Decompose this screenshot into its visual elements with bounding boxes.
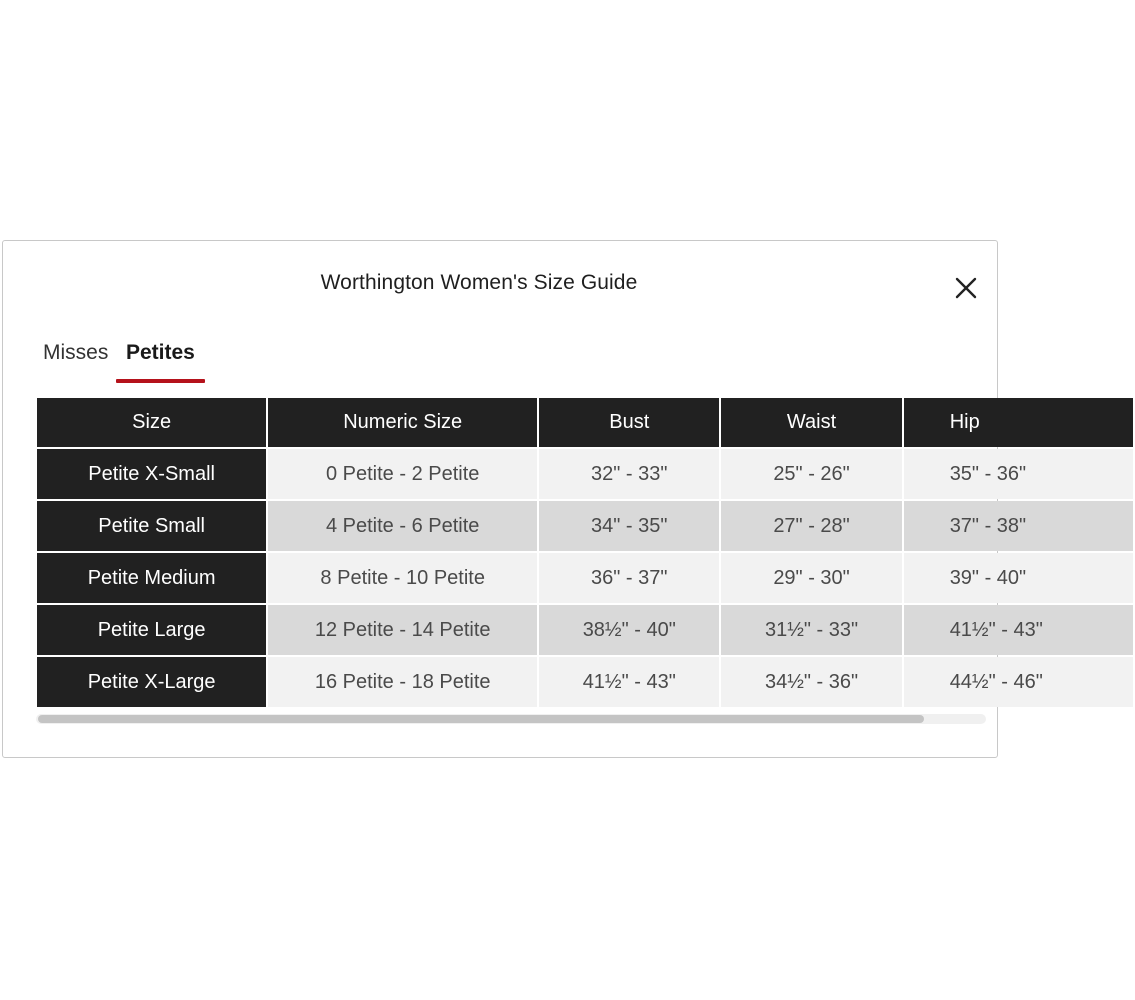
hip-cell: 41½" - 43" <box>904 605 1133 655</box>
table-row <box>37 657 1133 707</box>
hip-cell: 35" - 36" <box>904 449 1133 499</box>
bust-cell: 38½" - 40" <box>539 605 719 655</box>
header-numeric-size: Numeric Size <box>268 398 537 447</box>
table-row <box>37 605 1133 655</box>
bust-cell: 32" - 33" <box>539 449 719 499</box>
scrollbar-thumb[interactable] <box>38 715 924 723</box>
waist-cell: 27" - 28" <box>721 501 901 551</box>
close-icon <box>951 273 981 303</box>
hip-cell: 37" - 38" <box>904 501 1133 551</box>
size-table-container <box>35 396 1043 708</box>
size-cell: Petite X-Small <box>37 449 266 499</box>
tab-petites[interactable]: Petites <box>126 341 195 364</box>
bust-cell: 34" - 35" <box>539 501 719 551</box>
bust-cell: 36" - 37" <box>539 553 719 603</box>
horizontal-scrollbar[interactable] <box>36 714 986 724</box>
size-cell: Petite X-Large <box>37 657 266 707</box>
header-size: Size <box>37 398 266 447</box>
size-cell: Petite Large <box>37 605 266 655</box>
size-table <box>35 396 1135 709</box>
waist-cell: 34½" - 36" <box>721 657 901 707</box>
header-hip: Hip <box>904 398 1133 447</box>
tab-misses[interactable]: Misses <box>43 341 109 364</box>
table-row <box>37 553 1133 603</box>
modal-title: Worthington Women's Size Guide <box>320 271 638 294</box>
close-button[interactable] <box>951 273 981 303</box>
numeric-cell: 4 Petite - 6 Petite <box>268 501 537 551</box>
table-row <box>37 449 1133 499</box>
header-bust: Bust <box>539 398 719 447</box>
hip-cell: 44½" - 46" <box>904 657 1133 707</box>
numeric-cell: 12 Petite - 14 Petite <box>268 605 537 655</box>
size-cell: Petite Small <box>37 501 266 551</box>
numeric-cell: 16 Petite - 18 Petite <box>268 657 537 707</box>
size-cell: Petite Medium <box>37 553 266 603</box>
header-waist: Waist <box>721 398 901 447</box>
waist-cell: 29" - 30" <box>721 553 901 603</box>
bust-cell: 41½" - 43" <box>539 657 719 707</box>
hip-cell: 39" - 40" <box>904 553 1133 603</box>
numeric-cell: 8 Petite - 10 Petite <box>268 553 537 603</box>
active-tab-indicator <box>116 379 205 383</box>
table-header-row <box>37 398 1133 447</box>
waist-cell: 25" - 26" <box>721 449 901 499</box>
table-row <box>37 501 1133 551</box>
waist-cell: 31½" - 33" <box>721 605 901 655</box>
numeric-cell: 0 Petite - 2 Petite <box>268 449 537 499</box>
size-guide-modal <box>2 240 1043 758</box>
